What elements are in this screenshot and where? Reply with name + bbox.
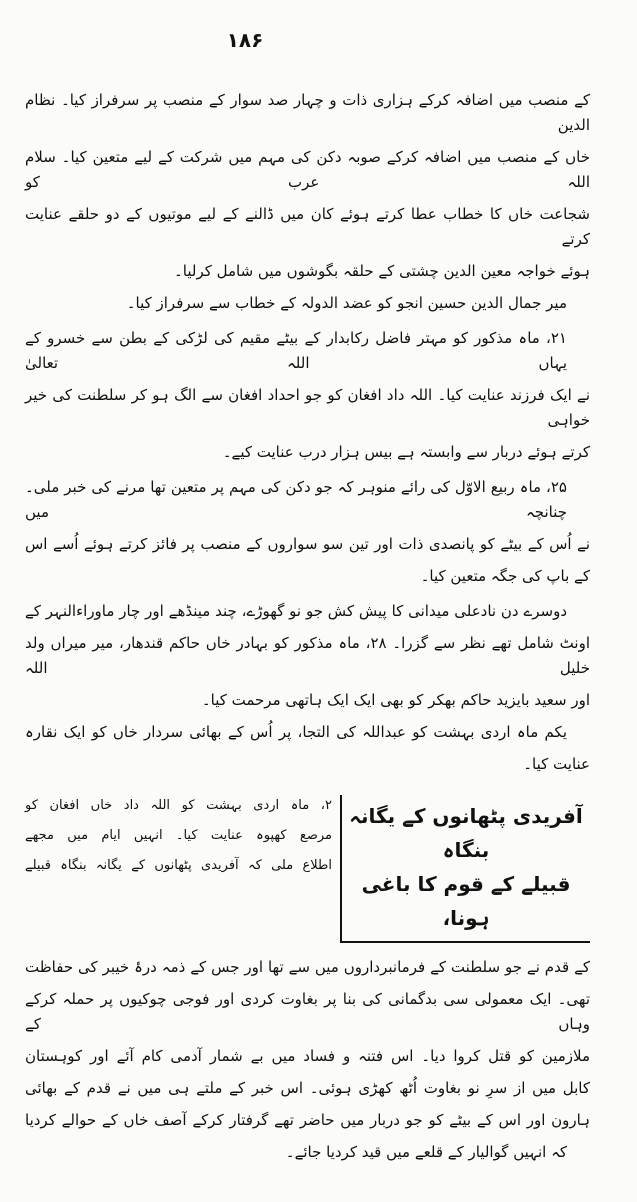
- text-line: ۲۵، ماہ ربیع الاوّل کی رائے منوہر کہ جو دکن کی مہم پر متعین تھا مرنے کی خبر ملی۔ چنانچہ میں: [25, 478, 567, 521]
- side-text: [25, 795, 332, 885]
- text-line: کابل میں از سرِ نو بغاوت اُٹھ کھڑی ہوئی۔ اس خبر کے ملتے ہی میں نے قدم کے بھائی: [25, 1079, 590, 1097]
- section-heading-box: [340, 795, 590, 943]
- text-line: ہارون اور اس کے بیٹے کو جو دربار میں حاضر تھے گرفتار کرکے آصف خاں کے حوالے کردیا: [25, 1111, 590, 1129]
- text-line: نے اُس کے بیٹے کو پانصدی ذات اور تین سو سواروں کے منصب پر فائز کرتے ہوئے اُسے اس: [25, 535, 590, 553]
- text-line: اور سعید بایزید حاکم بھکر کو بھی ایک ایک ہاتھی مرحمت کیا۔: [201, 691, 590, 709]
- section-heading-line: قبیلے کے قوم کا باغی ہونا،: [361, 872, 571, 930]
- side-text-line: اطلاع ملی کہ آفریدی پٹھانوں کے یگانہ بنگاہ قبیلے: [25, 858, 332, 873]
- text-line: کے منصب میں اضافہ کرکے ہزاری ذات و چہار صد سوار کے منصب پر سرفراز کیا۔ نظام الدین: [25, 91, 590, 134]
- text-line: میر جمال الدین حسین انجو کو عضد الدولہ کے خطاب سے سرفراز کیا۔: [126, 294, 567, 312]
- side-text-line: مرصع کھپوہ عنایت کیا۔ انہیں ایام میں مجھے: [25, 828, 332, 843]
- text-line: کے قدم نے جو سلطنت کے فرمانبرداروں میں سے تھا اور جس کے ذمہ درۂ خیبر کی حفاظت: [25, 958, 590, 976]
- text-line: دوسرے دن نادعلی میدانی کا پیش کش جو نو گھوڑے، چند مینڈھے اور چار ماوراءالنہر کے: [25, 602, 567, 620]
- text-line: کہ انہیں گوالیار کے قلعے میں قید کردیا جائے۔: [285, 1143, 567, 1161]
- side-text-line: ۲، ماہ اردی بہشت کو اللہ داد خاں افغان کو: [25, 798, 332, 813]
- text-line: ۲۱، ماہ مذکور کو مہتر فاضل رکابدار کے بیٹے مقیم کی لڑکی کے بطن سے خسرو کے یہاں اللہ تعالیٰ: [25, 329, 567, 372]
- text-line: نے ایک فرزند عنایت کیا۔ اللہ داد افغان کو جو احداد افغان سے الگ ہو کر سلطنت کی خیر خواہی: [25, 386, 590, 429]
- text-line: عنایت کیا۔: [523, 755, 590, 773]
- text-line: کے باپ کی جگہ متعین کیا۔: [420, 567, 590, 585]
- text-line: اونٹ شامل تھے نظر سے گزرا۔ ۲۸، ماہ مذکور کو بہادر خاں حاکم قندھار، میر میراں ولد خلیل اللہ: [25, 634, 590, 677]
- text-line: شجاعت خاں کا خطاب عطا کرتے ہوئے کان میں ڈالنے کے لیے موتیوں کے دو حلقے عنایت کرتے: [25, 205, 590, 248]
- heading-row: [25, 795, 590, 943]
- text-line: ہوئے خواجہ معین الدین چشتی کے حلقہ بگوشوں میں شامل کرلیا۔: [173, 262, 590, 280]
- section-heading-line: آفریدی پٹھانوں کے یگانہ بنگاہ: [349, 804, 583, 862]
- text-line: ملازمین کو قتل کروا دیا۔ اس فتنہ و فساد میں بے شمار آدمی کام آئے اور کوہستان: [25, 1047, 590, 1065]
- text-line: کرتے ہوئے دربار سے وابستہ ہے بیس ہزار درب عنایت کیے۔: [222, 443, 590, 461]
- text-line: تھی۔ ایک معمولی سی بدگمانی کی بنا پر بغاوت کردی اور فوجی چوکیوں پر حملہ کرکے وہاں کے: [25, 990, 590, 1033]
- page-number: ۱۸۶: [226, 28, 264, 52]
- text-line: یکم ماہ اردی بہشت کو عبداللہ کی التجا، پر اُس کے بھائی سردار خاں کو ایک نقارہ: [25, 723, 567, 741]
- text-line: خاں کے منصب میں اضافہ کرکے صوبہ دکن کی مہم میں شرکت کے لیے متعین کیا۔ سلام اللہ عرب کو: [25, 148, 590, 191]
